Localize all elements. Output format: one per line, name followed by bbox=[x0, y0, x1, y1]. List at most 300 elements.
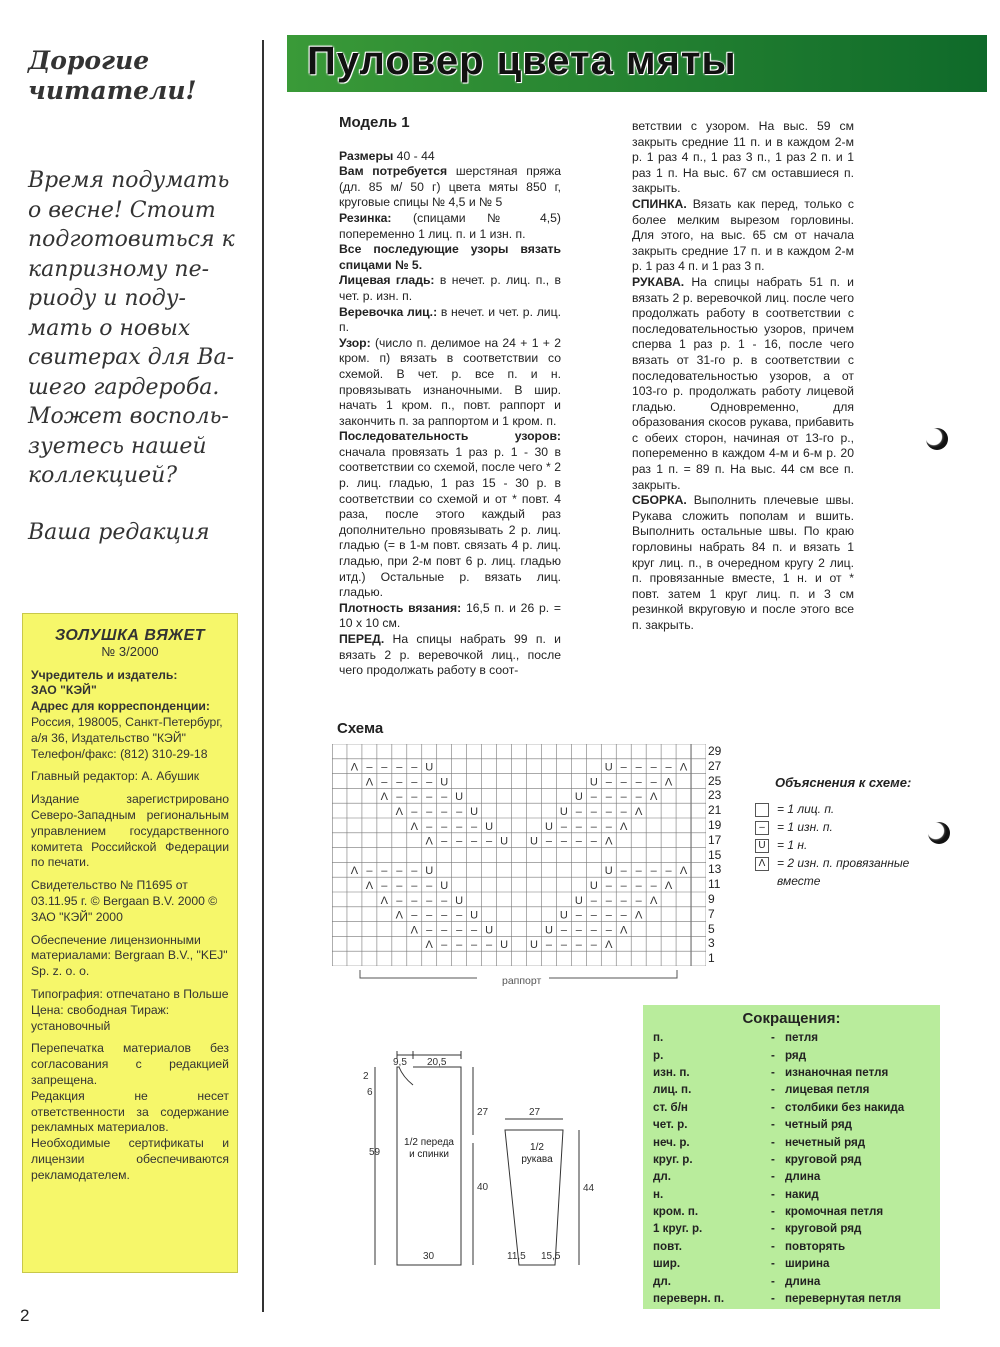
chart-legend bbox=[755, 774, 945, 890]
legend-row bbox=[755, 800, 945, 818]
chart-symbol: – bbox=[366, 761, 373, 774]
legend-row bbox=[755, 854, 945, 890]
row-number: 15 bbox=[708, 847, 722, 862]
chart-symbol: Λ bbox=[365, 776, 374, 789]
dash-separator: - bbox=[771, 1170, 775, 1184]
dim-label: 15,5 bbox=[541, 1251, 561, 1262]
paragraph-text: Выполнить плечевые швы. Рукава сложить пополам и вшить. Выполнить остальные швы. По краю горловины набрать 84 п. и вязать 1 круг лиц. п., в очередном кругу 2 лиц. п. провязанные вместе, 1 н. и от * повт. затем 1 круг лиц. п. и 3 см резинкой вкруговую и после этого все п. закрыть. bbox=[632, 493, 854, 632]
dash-separator: - bbox=[771, 1031, 775, 1045]
paragraph-text: сначала провязать 1 раз р. 1 - 30 в соответствии со схемой, после чего * 2 р. лиц. гладью, 1 раз 15 - 30 р. в соответствии со схемой и от * повт. 4 раза, после этого каждый раз дополнительно провязывать 2 р. лиц. гладью (= в 1-м повт. связать 4 р. лиц. гладью, при 2-м повт 6 р. лиц. гладью итд.) Остальные р. вязать лиц. гладью. bbox=[339, 444, 561, 600]
abbreviation-row bbox=[653, 1290, 930, 1307]
chart-symbol: – bbox=[456, 924, 463, 937]
chart-symbol: – bbox=[441, 806, 448, 818]
chart-symbol: U bbox=[589, 880, 598, 892]
abbreviation: неч. р. bbox=[653, 1135, 690, 1149]
paragraph-heading: Плотность вязания: bbox=[339, 600, 462, 615]
greeting-body-line: риоду и поду- bbox=[28, 286, 186, 311]
paragraph-heading: СБОРКА. bbox=[632, 493, 687, 508]
publisher-label: Учредитель и издатель: bbox=[31, 667, 178, 682]
chart-symbol: – bbox=[396, 865, 403, 878]
chart-symbol: – bbox=[590, 894, 597, 907]
legend-title: Объяснения к схеме: bbox=[775, 775, 912, 790]
dim-label: 2 bbox=[363, 1071, 369, 1082]
abbreviation: повт. bbox=[653, 1239, 682, 1253]
dash-separator: - bbox=[771, 1274, 775, 1288]
abbreviation-row bbox=[653, 1272, 930, 1289]
paragraph-heading: Последовательность узоров: bbox=[339, 429, 561, 444]
chart-symbol: – bbox=[635, 761, 642, 774]
address: Россия, 198005, Санкт-Петербург, а/я 36, Издательство "КЭЙ" Телефон/факс: (812) 310-29-18 bbox=[31, 714, 223, 761]
abbreviation-meaning: накид bbox=[785, 1187, 819, 1201]
greeting-body-line: шего гардероба. bbox=[28, 374, 220, 400]
abbreviation-row bbox=[653, 1255, 930, 1272]
chart-symbol: – bbox=[605, 776, 612, 789]
chart-symbol: – bbox=[635, 776, 642, 789]
paragraph-text: Вязать как перед, только с более мелким вырезом горловины. Для этого, на выс. 65 см от начала закрыть средние 17 п. и в каждом 2-м р. 1 раз 4 п. и 1 раз 3 п. bbox=[632, 196, 854, 274]
row-number: 21 bbox=[708, 803, 722, 818]
chart-symbol: – bbox=[590, 939, 597, 952]
chart-symbol: – bbox=[635, 791, 642, 804]
abbreviations-table bbox=[653, 1029, 930, 1307]
abbreviation-meaning: лицевая петля bbox=[785, 1083, 870, 1097]
abbreviation-meaning: длина bbox=[785, 1170, 821, 1184]
chart-symbol: – bbox=[426, 909, 433, 922]
chart-symbol: – bbox=[665, 865, 672, 878]
chart-symbol: – bbox=[411, 909, 418, 922]
dash-separator: - bbox=[771, 1083, 775, 1097]
chart-symbol: – bbox=[590, 806, 597, 818]
chart-symbol: – bbox=[426, 880, 433, 892]
dash-separator: - bbox=[771, 1135, 775, 1149]
abbreviation-meaning: повторять bbox=[785, 1239, 846, 1253]
abbreviation: ст. б/н bbox=[653, 1100, 688, 1114]
chart-symbol: U bbox=[455, 894, 464, 907]
chart-symbol: – bbox=[426, 894, 433, 907]
dash-separator: - bbox=[771, 1100, 775, 1114]
row-number: 7 bbox=[708, 906, 715, 921]
chart-symbol: – bbox=[575, 806, 582, 818]
chart-symbol: U bbox=[529, 939, 538, 952]
article-column-1 bbox=[339, 115, 561, 679]
chart-symbol: – bbox=[575, 939, 582, 952]
paragraph-text: (спицами № 4,5) попеременно 1 лиц. п. и 1 изн. п. bbox=[339, 210, 561, 241]
abbreviations-box bbox=[643, 1005, 940, 1309]
dash-separator: - bbox=[771, 1048, 775, 1062]
dim-label: 59 bbox=[369, 1147, 381, 1158]
paragraph-text: в нечет. и чет. р. лиц. п. bbox=[339, 304, 561, 335]
abbreviation-meaning: перевернутая петля bbox=[785, 1292, 902, 1306]
article-paragraph bbox=[339, 632, 561, 679]
greeting-body-line: о весне! Стоит bbox=[28, 197, 216, 223]
abbreviation-meaning: круговой ряд bbox=[785, 1152, 862, 1166]
abbreviation-meaning: круговой ряд bbox=[785, 1222, 862, 1236]
chart-symbol: – bbox=[396, 776, 403, 789]
editorial-signoff: Ваша редакция bbox=[28, 520, 210, 545]
dash-separator: - bbox=[771, 1118, 775, 1132]
registration: Издание зарегистрировано Северо-Западным региональным управлением государственного комитета Российской Федерации по печати. bbox=[31, 792, 229, 870]
paragraph-heading: Все последующие узоры вязать спицами № 5. bbox=[339, 242, 561, 272]
paragraph-text: ветствии с узором. На выс. 59 см закрыть средние 11 п. и в каждом 2-м р. 1 раз 4 п., 1 раз 3 п., 1 раз 2 п. и 1 раз 1 п. На выс. 67 см оставшиеся п. закрыть. bbox=[632, 119, 854, 196]
chart-symbol: – bbox=[590, 909, 597, 922]
abbreviation-row bbox=[653, 1203, 930, 1220]
chart-symbol: – bbox=[456, 909, 463, 922]
chart-symbol: – bbox=[575, 909, 582, 922]
chart-symbol: – bbox=[590, 820, 597, 833]
chart-symbol: – bbox=[650, 761, 657, 774]
greeting-body-line: мать о новых bbox=[28, 315, 191, 341]
chart-symbol: – bbox=[620, 806, 627, 818]
address-label: Адрес для корреспонденции: bbox=[31, 699, 210, 714]
chart-symbol: – bbox=[411, 865, 418, 878]
chart-symbol: – bbox=[396, 894, 403, 907]
abbreviation-row bbox=[653, 1064, 930, 1081]
chart-symbol: – bbox=[411, 776, 418, 789]
chart-symbol: – bbox=[590, 791, 597, 804]
printing-info: Типография: отпечатано в Польше Цена: свободная Тираж: установочный bbox=[31, 986, 229, 1033]
chart-symbol: – bbox=[620, 761, 627, 774]
dim-label: 11,5 bbox=[507, 1251, 526, 1262]
greeting-body-line: капризному пе- bbox=[28, 256, 210, 282]
article-column-2 bbox=[632, 119, 854, 634]
chart-symbol: Λ bbox=[410, 820, 418, 833]
row-number: 5 bbox=[708, 921, 715, 936]
greeting-body-line: зуетесь нашей bbox=[28, 433, 207, 459]
chart-symbol: – bbox=[620, 880, 627, 892]
paragraph-heading: СПИНКА. bbox=[632, 196, 687, 211]
chart-symbol: – bbox=[605, 791, 612, 804]
abbreviations-title: Сокращения: bbox=[742, 1010, 841, 1027]
chart-symbol: – bbox=[620, 776, 627, 789]
chart-symbol: – bbox=[441, 835, 448, 848]
chart-symbol: U bbox=[500, 835, 509, 848]
chart-symbol: – bbox=[620, 909, 627, 922]
article-paragraph bbox=[632, 197, 854, 275]
paragraph-heading: Веревочка лиц.: bbox=[339, 304, 438, 319]
chart-symbol: – bbox=[441, 894, 448, 907]
legend-rows bbox=[755, 800, 945, 890]
chart-symbol: – bbox=[590, 835, 597, 848]
chart-symbol: – bbox=[396, 761, 403, 774]
paragraph-heading: Резинка: bbox=[339, 210, 392, 225]
abbreviation: переверн. п. bbox=[653, 1292, 725, 1306]
legend-row bbox=[755, 818, 945, 836]
chart-symbol: – bbox=[575, 835, 582, 848]
chart-symbol: U bbox=[455, 791, 464, 804]
chart-symbol: – bbox=[560, 924, 567, 937]
chart-symbol: U bbox=[470, 806, 479, 818]
chart-symbol: – bbox=[441, 820, 448, 833]
chart-symbol: Λ bbox=[425, 835, 433, 848]
greeting-body-line: подготовиться к bbox=[28, 227, 235, 252]
chart-symbol: – bbox=[650, 880, 657, 892]
article-paragraph bbox=[339, 273, 561, 304]
abbreviation-row bbox=[653, 1220, 930, 1237]
abbreviation-row bbox=[653, 1099, 930, 1116]
abbreviation-meaning: ряд bbox=[785, 1048, 807, 1062]
chart-symbol: – bbox=[426, 791, 433, 804]
chart-symbol: – bbox=[381, 761, 388, 774]
chart-symbol: – bbox=[605, 894, 612, 907]
chief-editor: Главный редактор: А. Абушик bbox=[31, 769, 200, 784]
paragraph-text: На спицы набрать 51 п. и вязать 2 р. веревочкой лиц. после чего продолжать работу в соответствии с последовательностью узоров, причем сперва 1 раз р. 1 - 16, после чего вязать от 31-го р. в соответствии с последовательностью узоров, а от 103-го р. продолжать работу лицевой гладью. Одновременно, для образования скосов рукава, прибавить с обеих сторон, начиная от 13-го р., попеременно в каждом 4-м и 6-м р. 20 раз 1 п. = 89 п. На выс. 44 см все п. закрыть. bbox=[632, 274, 854, 492]
abbreviation-row bbox=[653, 1116, 930, 1133]
licenses-notice: Необходимые сертификаты и лицензии обеспечиваются рекламодателем. bbox=[31, 1136, 229, 1182]
row-number: 23 bbox=[708, 788, 722, 803]
article-paragraph bbox=[339, 242, 561, 273]
greeting-line: читатели! bbox=[28, 76, 197, 105]
article-paragraph bbox=[339, 336, 561, 430]
chart-symbol: – bbox=[471, 924, 478, 937]
chart-symbol: – bbox=[545, 939, 552, 952]
abbreviation: изн. п. bbox=[653, 1065, 690, 1079]
article-paragraph bbox=[339, 211, 561, 242]
chart-symbol: U bbox=[574, 894, 583, 907]
chart-symbol: – bbox=[620, 894, 627, 907]
page-number: 2 bbox=[20, 1306, 30, 1325]
chart-symbol: – bbox=[396, 791, 403, 804]
chart-symbol: – bbox=[441, 924, 448, 937]
chart-symbol: U bbox=[604, 865, 613, 878]
chart-symbol: – bbox=[396, 880, 403, 892]
liability-notice: Редакция не несет ответственности за содержание рекламных материалов. bbox=[31, 1088, 229, 1135]
abbreviation-row bbox=[653, 1133, 930, 1150]
paragraph-heading: Размеры bbox=[339, 148, 394, 163]
legend-text: = 1 н. bbox=[777, 838, 808, 852]
knitting-chart bbox=[332, 744, 706, 966]
greeting-body-line: свитерах для Ва- bbox=[28, 345, 235, 370]
sleeve-label: 1/2 рукава bbox=[521, 1142, 553, 1165]
chart-symbol: – bbox=[605, 820, 612, 833]
chart-symbol: U bbox=[500, 939, 509, 952]
abbreviation-meaning: столбики без накида bbox=[785, 1100, 905, 1114]
column-1-paragraphs bbox=[339, 149, 561, 679]
schema-title: Схема bbox=[337, 720, 384, 737]
abbreviation-meaning: длина bbox=[785, 1274, 821, 1288]
abbreviation: кром. п. bbox=[653, 1205, 699, 1219]
chart-symbol: – bbox=[456, 820, 463, 833]
row-number: 13 bbox=[708, 862, 722, 877]
chart-symbol: Λ bbox=[649, 894, 658, 907]
chart-symbol: – bbox=[560, 820, 567, 833]
certificate: Свидетельство № П1695 от 03.11.95 г. © Bergaan B.V. 2000 © ЗАО "КЭЙ" 2000 bbox=[31, 878, 218, 924]
abbreviation-meaning: четный ряд bbox=[785, 1118, 853, 1132]
legend-symbol: – bbox=[755, 821, 769, 835]
dim-label: 27 bbox=[529, 1107, 541, 1118]
legend-symbol: Λ bbox=[755, 857, 769, 871]
abbreviation-row bbox=[653, 1238, 930, 1255]
chart-symbol: – bbox=[366, 865, 373, 878]
chart-symbol: – bbox=[426, 806, 433, 818]
chart-symbol: Λ bbox=[620, 820, 628, 833]
paragraph-text: На спицы набрать 99 п. и вязать 2 р. веревочкой лиц., после чего продолжать работу в соот- bbox=[339, 632, 561, 678]
row-number: 27 bbox=[708, 758, 722, 773]
chart-symbol: U bbox=[589, 776, 598, 789]
moon-icon bbox=[926, 428, 948, 450]
article-paragraph bbox=[339, 164, 561, 211]
chart-symbol: – bbox=[605, 880, 612, 892]
chart-symbol: U bbox=[559, 806, 568, 818]
chart-symbol: Λ bbox=[679, 865, 688, 878]
chart-symbol: Λ bbox=[395, 806, 403, 818]
paragraph-text: 16,5 п. и 26 р. = 10 х 10 см. bbox=[339, 600, 561, 631]
chart-symbol: – bbox=[635, 894, 642, 907]
chart-symbol: – bbox=[441, 909, 448, 922]
abbreviation: круг. р. bbox=[653, 1152, 693, 1166]
chart-symbol: – bbox=[545, 835, 552, 848]
chart-symbol: – bbox=[635, 865, 642, 878]
abbreviation: дл. bbox=[653, 1170, 671, 1184]
chart-symbol: – bbox=[411, 806, 418, 818]
garment-pattern-diagram bbox=[355, 1045, 615, 1270]
chart-symbol: – bbox=[441, 791, 448, 804]
chart-symbol: – bbox=[605, 909, 612, 922]
row-number: 25 bbox=[708, 773, 722, 788]
abbreviation-meaning: кромочная петля bbox=[785, 1205, 884, 1219]
chart-symbol: – bbox=[411, 894, 418, 907]
abbreviation-row bbox=[653, 1151, 930, 1168]
dim-label: 6 bbox=[367, 1087, 373, 1098]
chart-symbol: Λ bbox=[679, 761, 688, 774]
chart-symbol: Λ bbox=[605, 835, 613, 848]
magazine-name: ЗОЛУШКА ВЯЖЕТ bbox=[54, 627, 206, 644]
chart-symbol: U bbox=[485, 820, 494, 833]
chart-symbol: Λ bbox=[664, 776, 673, 789]
abbreviation: р. bbox=[653, 1048, 664, 1062]
abbreviation-meaning: изнаночная петля bbox=[785, 1065, 889, 1079]
article-paragraph bbox=[632, 493, 854, 633]
greeting-heading bbox=[28, 46, 248, 106]
abbreviation-meaning: нечетный ряд bbox=[785, 1135, 866, 1149]
paragraph-heading: РУКАВА. bbox=[632, 274, 685, 289]
dash-separator: - bbox=[771, 1065, 775, 1079]
chart-symbol: – bbox=[426, 776, 433, 789]
article-paragraph bbox=[632, 119, 854, 197]
paragraph-text: в нечет. р. лиц. п., в чет. р. изн. п. bbox=[339, 273, 561, 303]
chart-symbol: – bbox=[650, 865, 657, 878]
chart-symbol: U bbox=[485, 924, 494, 937]
chart-symbol: – bbox=[471, 835, 478, 848]
chart-symbol: U bbox=[425, 761, 434, 774]
chart-symbol: – bbox=[605, 806, 612, 818]
chart-symbol: Λ bbox=[410, 924, 418, 937]
model-heading: Модель 1 bbox=[339, 114, 410, 131]
chart-symbol: – bbox=[426, 924, 433, 937]
dim-label: 9,5 bbox=[393, 1057, 407, 1068]
rapport-label: раппорт bbox=[502, 975, 542, 987]
dim-label: 44 bbox=[583, 1183, 595, 1194]
row-number: 29 bbox=[708, 744, 722, 758]
chart-symbol: – bbox=[620, 865, 627, 878]
dash-separator: - bbox=[771, 1187, 775, 1201]
abbreviation-row bbox=[653, 1081, 930, 1098]
paragraph-heading: Вам потребуется bbox=[339, 164, 448, 179]
legend-text: = 1 изн. п. bbox=[777, 820, 833, 834]
abbreviation: шир. bbox=[653, 1257, 681, 1271]
chart-symbol: – bbox=[471, 820, 478, 833]
chart-symbol: – bbox=[381, 880, 388, 892]
chart-symbol: – bbox=[486, 835, 493, 848]
chart-symbol: U bbox=[574, 791, 583, 804]
row-number: 17 bbox=[708, 832, 722, 847]
chart-symbol: – bbox=[381, 776, 388, 789]
dash-separator: - bbox=[771, 1205, 775, 1219]
abbreviation: 1 круг. р. bbox=[653, 1222, 703, 1236]
dash-separator: - bbox=[771, 1292, 775, 1306]
title-banner bbox=[287, 35, 987, 92]
chart-symbol: U bbox=[529, 835, 538, 848]
paragraph-heading: ПЕРЕД. bbox=[339, 632, 385, 646]
dash-separator: - bbox=[771, 1257, 775, 1271]
chart-symbol: – bbox=[665, 761, 672, 774]
chart-symbol: Λ bbox=[649, 791, 658, 804]
chart-symbol: U bbox=[425, 865, 434, 878]
chart-symbol: – bbox=[456, 835, 463, 848]
paragraph-text: 40 - 44 bbox=[393, 148, 435, 163]
chart-symbol: U bbox=[544, 924, 553, 937]
chart-symbol: – bbox=[411, 761, 418, 774]
article-paragraph bbox=[339, 601, 561, 632]
chart-symbol: – bbox=[426, 820, 433, 833]
abbreviation: н. bbox=[653, 1187, 664, 1201]
chart-symbol: – bbox=[456, 939, 463, 952]
chart-symbol: – bbox=[620, 791, 627, 804]
legend-text: = 2 изн. п. провязанные вместе bbox=[777, 856, 910, 888]
chart-symbol: – bbox=[575, 820, 582, 833]
chart-symbol: U bbox=[559, 909, 568, 922]
left-column bbox=[0, 0, 262, 1347]
imprint-box bbox=[22, 613, 238, 1273]
abbreviation-row bbox=[653, 1029, 930, 1046]
chart-symbol: Λ bbox=[395, 909, 403, 922]
greeting-body bbox=[28, 166, 248, 491]
chart-symbol: U bbox=[440, 880, 449, 892]
front-back-label: 1/2 переда и спинки bbox=[404, 1137, 454, 1160]
chart-symbol: – bbox=[456, 806, 463, 818]
article-paragraph bbox=[339, 429, 561, 601]
legend-text: = 1 лиц. п. bbox=[777, 802, 835, 816]
greeting-body-line: коллекцией? bbox=[28, 463, 178, 488]
chart-symbol: – bbox=[650, 776, 657, 789]
chart-symbol: Λ bbox=[425, 939, 433, 952]
chart-symbol: Λ bbox=[350, 761, 359, 774]
abbreviation: п. bbox=[653, 1031, 664, 1045]
article-paragraph bbox=[339, 305, 561, 336]
chart-symbol: Λ bbox=[350, 865, 359, 878]
greeting-line: Дорогие bbox=[28, 46, 150, 75]
chart-symbol: Λ bbox=[605, 939, 613, 952]
chart-symbol: Λ bbox=[620, 924, 628, 937]
chart-symbol: – bbox=[635, 880, 642, 892]
greeting-body-line: Время подумать bbox=[28, 168, 230, 193]
paragraph-heading: Лицевая гладь: bbox=[339, 273, 435, 288]
paragraph-heading: Узор: bbox=[339, 335, 371, 350]
dim-label: 27 bbox=[477, 1107, 489, 1118]
row-number: 1 bbox=[708, 951, 715, 966]
chart-symbol: – bbox=[590, 924, 597, 937]
dash-separator: - bbox=[771, 1222, 775, 1236]
chart-symbol: Λ bbox=[380, 894, 389, 907]
reprint-notice: Перепечатка материалов без согласования с редакцией запрещена. bbox=[31, 1041, 229, 1087]
chart-symbol: Λ bbox=[664, 880, 673, 892]
dash-separator: - bbox=[771, 1152, 775, 1166]
row-number: 11 bbox=[708, 877, 721, 892]
row-number: 9 bbox=[708, 892, 715, 906]
chart-symbol: Λ bbox=[635, 909, 643, 922]
column-divider bbox=[262, 40, 264, 1312]
legend-symbol: U bbox=[755, 839, 769, 853]
chart-symbol: – bbox=[605, 924, 612, 937]
chart-symbol: – bbox=[560, 835, 567, 848]
